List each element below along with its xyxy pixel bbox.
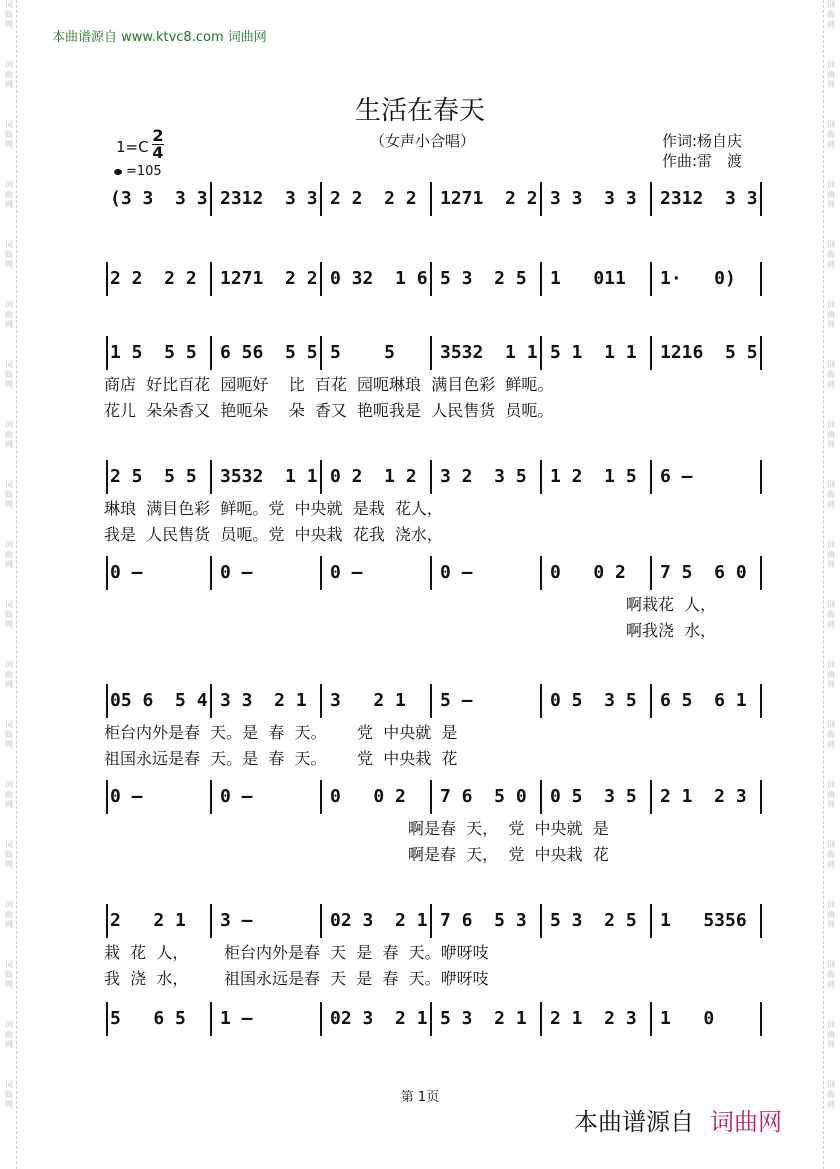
watermark-text: 词 曲 网 (5, 300, 13, 329)
measure: 6 56 5 5 (220, 342, 318, 363)
measure: 1 0 (660, 1008, 715, 1029)
bar-line (540, 556, 542, 590)
score-system (100, 266, 765, 298)
lyric-line: 琳琅 满目色彩 鲜呃。党 中央就 是栽 花人， (104, 499, 443, 518)
bar-line (106, 780, 108, 814)
bar-line (210, 182, 212, 216)
measure: 3532 1 1 (440, 342, 538, 363)
bar-line (210, 780, 212, 814)
bar-line (650, 262, 652, 296)
measure: 6 – (660, 466, 693, 487)
bar-line (650, 336, 652, 370)
notes-row (100, 784, 765, 816)
watermark-text: 词 曲 网 (5, 660, 13, 689)
measure: 0 5 3 5 (550, 690, 637, 711)
lyricist: 作词:杨自庆 (662, 132, 743, 150)
watermark-text: 词 曲 网 (827, 300, 835, 329)
measure: 1216 5 5 (660, 342, 758, 363)
watermark-text: 词 曲 网 (5, 240, 13, 269)
score-system (100, 908, 765, 992)
score-system (100, 560, 765, 644)
bar-line (106, 556, 108, 590)
lyric-line: 啊栽花 人， (626, 595, 717, 614)
bar-line (650, 684, 652, 718)
tempo-value: =105 (126, 164, 162, 179)
watermark-text: 词 曲 网 (5, 480, 13, 509)
bar-line (430, 1002, 432, 1036)
bar-line (430, 336, 432, 370)
measure: 3 2 3 5 (440, 466, 527, 487)
bar-line (430, 262, 432, 296)
notes-row (100, 908, 765, 940)
score-system (100, 186, 765, 218)
notes-row (100, 688, 765, 720)
measure: 5 3 2 5 (440, 268, 527, 289)
bar-line (106, 1002, 108, 1036)
time-top: 2 (152, 126, 164, 145)
watermark-text: 词 曲 网 (827, 1020, 835, 1049)
measure: 0 – (440, 562, 473, 583)
watermark-text: 词 曲 网 (5, 540, 13, 569)
measure: 3 2 1 (330, 690, 406, 711)
measure: 0 – (220, 786, 253, 807)
watermark-text: 词 曲 网 (5, 900, 13, 929)
bar-line (760, 904, 762, 938)
notes-row (100, 186, 765, 218)
score-system (100, 464, 765, 548)
watermark-text: 词 曲 网 (5, 1080, 13, 1109)
bar-line (210, 460, 212, 494)
bar-line (320, 336, 322, 370)
measure: 1271 2 2 (220, 268, 318, 289)
measure: 0 – (110, 786, 143, 807)
lyric-line: 商店 好比百花 园呃好 比 百花 园呃琳琅 满目色彩 鲜呃。 (104, 375, 554, 394)
quarter-note-icon (114, 169, 122, 175)
measure: 3 – (220, 910, 253, 931)
watermark-text: 词 曲 网 (827, 840, 835, 869)
bar-line (106, 684, 108, 718)
bar-line (210, 1002, 212, 1036)
measure: 2 2 2 2 (110, 268, 197, 289)
watermark-text: 词 曲 网 (827, 420, 835, 449)
score-system (100, 784, 765, 868)
song-title: 生活在春天 (354, 96, 485, 126)
measure: 5 6 5 (110, 1008, 186, 1029)
watermark-text: 词 曲 网 (827, 900, 835, 929)
measure: 2 1 2 3 (550, 1008, 637, 1029)
footer (574, 1102, 782, 1137)
watermark-text: 词 曲 网 (5, 60, 13, 89)
watermark-text: 词 曲 网 (5, 600, 13, 629)
lyric-line: 祖国永远是春 天。是 春 天。 党 中央栽 花 (104, 749, 458, 768)
lyric-line: 柜台内外是春 天。是 春 天。 党 中央就 是 (104, 723, 458, 742)
bar-line (760, 460, 762, 494)
footer-site: 词曲网 (710, 1108, 782, 1136)
notes-row (100, 464, 765, 496)
measure: 5 – (440, 690, 473, 711)
bar-line (210, 684, 212, 718)
bar-line (430, 684, 432, 718)
bar-line (430, 780, 432, 814)
watermark-text: 词 曲 网 (827, 480, 835, 509)
bar-line (320, 780, 322, 814)
bar-line (210, 336, 212, 370)
measure: 2312 3 3 (220, 188, 318, 209)
watermark-text: 词 曲 网 (827, 960, 835, 989)
measure: (3 3 3 3 (110, 188, 208, 209)
watermark-text: 词 曲 网 (827, 120, 835, 149)
bar-line (650, 556, 652, 590)
watermark-text: 词 曲 网 (827, 660, 835, 689)
bar-line (760, 684, 762, 718)
bar-line (540, 684, 542, 718)
watermark-text: 词 曲 网 (5, 1020, 13, 1049)
bar-line (650, 1002, 652, 1036)
page-number: 第 1页 (400, 1090, 440, 1105)
watermark-text: 词 曲 网 (5, 720, 13, 749)
bar-line (650, 182, 652, 216)
bar-line (430, 182, 432, 216)
bar-line (430, 556, 432, 590)
notes-row (100, 340, 765, 372)
measure: 2 1 2 3 (660, 786, 747, 807)
measure: 3 3 2 1 (220, 690, 307, 711)
bar-line (320, 460, 322, 494)
notes-row (100, 560, 765, 592)
bar-line (760, 182, 762, 216)
measure: 3 3 3 3 (550, 188, 637, 209)
bar-line (540, 780, 542, 814)
bar-line (106, 262, 108, 296)
watermark-text: 词 曲 网 (827, 0, 835, 29)
watermark-text: 词 曲 网 (827, 180, 835, 209)
measure: 2312 3 3 (660, 188, 758, 209)
measure: 05 6 5 4 (110, 690, 208, 711)
score-system (100, 1006, 765, 1038)
measure: 3532 1 1 (220, 466, 318, 487)
watermark-text: 词 曲 网 (5, 0, 13, 29)
lyric-line: 啊是春 天， 党 中央栽 花 (408, 845, 609, 864)
measure: 5 1 1 1 (550, 342, 637, 363)
watermark-text: 词 曲 网 (5, 420, 13, 449)
bar-line (210, 262, 212, 296)
measure: 1 011 (550, 268, 626, 289)
bar-line (760, 780, 762, 814)
score-system (100, 688, 765, 772)
lyric-line: 花儿 朵朵香又 艳呃朵 朵 香又 艳呃我是 人民售货 员呃。 (104, 401, 554, 420)
bar-line (210, 904, 212, 938)
measure: 02 3 2 1 (330, 1008, 428, 1029)
watermark-text: 词 曲 网 (827, 600, 835, 629)
bar-line (320, 556, 322, 590)
bar-line (320, 684, 322, 718)
time-signature (152, 128, 164, 161)
measure: 0 – (110, 562, 143, 583)
bar-line (540, 182, 542, 216)
measure: 5 5 (330, 342, 396, 363)
measure: 0 2 1 2 (330, 466, 417, 487)
bar-line (760, 336, 762, 370)
bar-line (540, 262, 542, 296)
key-signature: 1=C (116, 138, 149, 156)
bar-line (540, 904, 542, 938)
measure: 0 – (330, 562, 363, 583)
bar-line (540, 1002, 542, 1036)
bar-line (320, 262, 322, 296)
bar-line (650, 904, 652, 938)
measure: 7 6 5 0 (440, 786, 527, 807)
measure: 1· 0) (660, 268, 736, 289)
watermark-text: 词 曲 网 (827, 540, 835, 569)
watermark-text: 词 曲 网 (5, 360, 13, 389)
watermark-text: 词 曲 网 (5, 840, 13, 869)
measure: 0 – (220, 562, 253, 583)
bar-line (106, 904, 108, 938)
score-system (100, 340, 765, 424)
watermark-text: 词 曲 网 (827, 720, 835, 749)
lyric-line: 我 浇 水， 祖国永远是春 天 是 春 天。咿呀吱 (104, 969, 489, 988)
measure: 0 32 1 6 (330, 268, 428, 289)
measure: 0 0 2 (330, 786, 406, 807)
bar-line (650, 460, 652, 494)
lyric-line: 栽 花 人， 柜台内外是春 天 是 春 天。咿呀吱 (104, 943, 489, 962)
measure: 5 3 2 5 (550, 910, 637, 931)
header-source: 本曲谱源自 www.ktvc8.com 词曲网 (52, 30, 267, 45)
notes-row (100, 1006, 765, 1038)
watermark-text: 词 曲 网 (5, 180, 13, 209)
measure: 0 5 3 5 (550, 786, 637, 807)
watermark-text: 词 曲 网 (5, 960, 13, 989)
watermark-text: 词 曲 网 (5, 780, 13, 809)
notes-row (100, 266, 765, 298)
measure: 1271 2 2 (440, 188, 538, 209)
bar-line (540, 336, 542, 370)
watermark-text: 词 曲 网 (827, 780, 835, 809)
measure: 7 6 5 3 (440, 910, 527, 931)
footer-source: 本曲谱源自 (574, 1108, 694, 1136)
bar-line (320, 182, 322, 216)
lyric-line: 啊我浇 水， (626, 621, 717, 640)
watermark-text: 词 曲 网 (5, 120, 13, 149)
time-bottom: 4 (152, 143, 164, 162)
watermark-text: 词 曲 网 (827, 240, 835, 269)
watermark-text: 词 曲 网 (827, 60, 835, 89)
measure: 2 2 2 2 (330, 188, 417, 209)
bar-line (320, 1002, 322, 1036)
lyric-line: 啊是春 天， 党 中央就 是 (408, 819, 609, 838)
bar-line (650, 780, 652, 814)
song-subtitle: （女声小合唱） (370, 132, 476, 150)
bar-line (430, 904, 432, 938)
measure: 1 – (220, 1008, 253, 1029)
measure: 0 0 2 (550, 562, 626, 583)
composer: 作曲:雷 渡 (662, 152, 743, 170)
measure: 02 3 2 1 (330, 910, 428, 931)
bar-line (320, 904, 322, 938)
measure: 2 5 5 5 (110, 466, 197, 487)
left-watermark-strip (2, 0, 17, 1169)
bar-line (760, 262, 762, 296)
watermark-text: 词 曲 网 (827, 1080, 835, 1109)
measure: 6 5 6 1 (660, 690, 747, 711)
bar-line (106, 336, 108, 370)
bar-line (540, 460, 542, 494)
bar-line (430, 460, 432, 494)
bar-line (760, 1002, 762, 1036)
lyric-line: 我是 人民售货 员呃。党 中央栽 花我 浇水， (104, 525, 443, 544)
bar-line (210, 556, 212, 590)
tempo (114, 164, 162, 179)
bar-line (760, 556, 762, 590)
measure: 1 2 1 5 (550, 466, 637, 487)
measure: 2 2 1 (110, 910, 186, 931)
measure: 1 5 5 5 (110, 342, 197, 363)
measure: 5 3 2 1 (440, 1008, 527, 1029)
watermark-text: 词 曲 网 (827, 360, 835, 389)
measure: 7 5 6 0 (660, 562, 747, 583)
bar-line (106, 460, 108, 494)
right-watermark-strip (823, 0, 838, 1169)
measure: 1 5356 (660, 910, 747, 931)
